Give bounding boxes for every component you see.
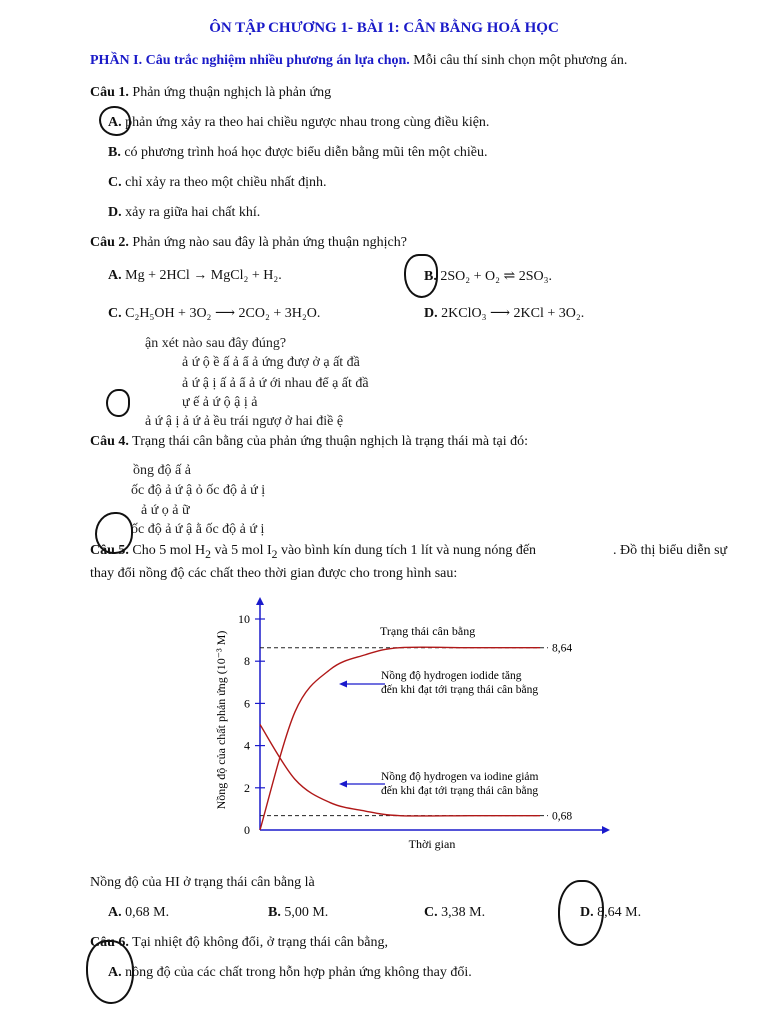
option-key: A. — [108, 115, 122, 130]
question-5-label: Câu 5. — [90, 543, 129, 558]
question-6-label: Câu 6. — [90, 935, 129, 950]
question-5-text: và 5 mol I — [210, 543, 272, 558]
y-tick-label: 6 — [244, 696, 250, 711]
option-key: A. — [108, 905, 122, 920]
q5-option-c[interactable] — [424, 905, 485, 921]
q1-option-c[interactable] — [108, 175, 327, 191]
section-instruction: Mỗi câu thí sinh chọn một phương án. — [409, 53, 628, 68]
annotation-line: Nồng độ hydrogen va iodine giảm — [381, 771, 539, 783]
concentration-chart — [200, 585, 620, 860]
answer-circle-mark — [558, 880, 604, 946]
option-key: B. — [108, 145, 121, 160]
option-key: D. — [580, 905, 594, 920]
q6-option-a[interactable] — [108, 965, 472, 981]
option-key: D. — [424, 306, 438, 321]
q5-option-a[interactable] — [108, 905, 169, 921]
q3-fragment: ả ứ ộ ề ấ ả ẩ ả ứng đượ ở ạ ất đầ — [182, 355, 360, 370]
y-tick-label: 0 — [244, 823, 250, 837]
q3-fragment: ả ứ ậ ị ấ ả ẩ ả ứ ới nhau để ạ ất đầ — [182, 376, 369, 391]
option-key: C. — [424, 905, 438, 920]
q5-option-b[interactable] — [268, 905, 328, 921]
q3-fragment: ận xét nào sau đây đúng? — [145, 336, 287, 351]
q1-option-b[interactable] — [108, 145, 488, 161]
option-text: 2KClO₃ ⟶ 2KCl + 3O₂. — [437, 306, 585, 321]
subscript: 2 — [271, 547, 278, 561]
option-text: Mg + 2HCl → MgCl₂ + H₂. — [121, 268, 282, 283]
question-5-text: vào bình kín dung tích 1 lít và nung nóng đến — [277, 543, 537, 558]
option-text: 3,38 M. — [437, 905, 486, 920]
q1-option-a[interactable] — [108, 115, 489, 131]
section-label: PHẦN I. Câu trắc nghiệm nhiều phương án lựa chọn. — [90, 53, 410, 68]
y-tick-label: 8 — [244, 654, 250, 669]
y-tick-label: 10 — [238, 612, 250, 626]
q4-fragment: ả ứ ọ ả ữ — [141, 503, 190, 518]
question-5-line-2: thay đổi nồng độ các chất theo thời gian được cho trong hình sau: — [90, 566, 458, 581]
q2-option-c[interactable] — [108, 305, 320, 322]
option-key: B. — [424, 269, 437, 284]
q1-option-d[interactable] — [108, 205, 260, 221]
question-4-label: Câu 4. — [90, 434, 129, 449]
question-1 — [90, 85, 331, 101]
reference-line-label: 8,64 — [552, 642, 573, 655]
question-1-text: Phản ứng thuận nghịch là phản ứng — [128, 85, 332, 100]
question-5 — [90, 543, 536, 561]
q4-fragment: ốc độ ả ứ ậ ỏ ốc độ ả ứ ị — [131, 483, 266, 498]
q3-fragment: ự ế ả ứ ộ ậ ị ả — [182, 395, 258, 410]
q4-fragment: ồng độ ấ ả — [133, 463, 191, 478]
chart-y-axis-arrow — [256, 597, 264, 605]
y-tick-label: 2 — [244, 780, 250, 795]
option-text: có phương trình hoá học được biểu diễn bằng mũi tên một chiều. — [120, 145, 488, 160]
question-5-text: Cho 5 mol H — [128, 543, 206, 558]
annotation-line: Nồng độ hydrogen iodide tăng — [381, 670, 522, 682]
q2-option-d[interactable] — [424, 305, 584, 322]
answer-circle-mark — [106, 389, 130, 417]
option-text: xảy ra giữa hai chất khí. — [121, 205, 261, 220]
option-key: B. — [268, 905, 281, 920]
option-text: 5,00 M. — [280, 905, 329, 920]
option-text: 0,68 M. — [121, 905, 170, 920]
y-tick-label: 4 — [244, 738, 250, 753]
q3-fragment: ả ứ ậ ị ả ứ ả ều trái ngượ ở hai điề ệ — [145, 414, 344, 429]
question-2 — [90, 235, 407, 251]
option-text: 2SO₂ + O₂ ⇌ 2SO₃. — [436, 269, 553, 284]
question-2-label: Câu 2. — [90, 235, 129, 250]
chart-yticks — [238, 612, 265, 837]
question-6 — [90, 935, 388, 951]
question-4 — [90, 434, 528, 450]
annotation-line: đến khi đạt tới trạng thái cân bằng — [381, 684, 539, 696]
arrow-head — [339, 681, 347, 688]
question-2-text: Phản ứng nào sau đây là phản ứng thuận nghịch? — [128, 235, 407, 250]
subscript: 2 — [205, 547, 211, 561]
q4-fragment: ốc độ ả ứ ậ ằ ốc độ ả ứ ị — [131, 522, 265, 537]
annotation-line: đến khi đạt tới trạng thái cân bằng — [381, 785, 539, 797]
q2-option-a[interactable] — [108, 268, 282, 284]
chart-equilibrium-label: Trạng thái cân bằng — [380, 624, 476, 638]
question-6-text: Tại nhiệt độ không đổi, ở trạng thái cân bằng, — [128, 935, 388, 950]
q2-option-b[interactable] — [424, 268, 552, 285]
option-text: 8,64 M. — [593, 905, 642, 920]
option-key: A. — [108, 268, 122, 283]
option-key: C. — [108, 175, 122, 190]
chart-ylabel: Nồng độ của chất phản ứng (10⁻³ M) — [214, 630, 228, 810]
answer-circle-mark — [404, 254, 438, 298]
option-text: chỉ xảy ra theo một chiều nhất định. — [121, 175, 327, 190]
arrow-head — [339, 781, 347, 788]
page-title: ÔN TẬP CHƯƠNG 1- BÀI 1: CÂN BẰNG HOÁ HỌC — [209, 20, 559, 36]
option-text: phản ứng xảy ra theo hai chiều ngược nhau trong cùng điều kiện. — [121, 115, 490, 130]
option-text: C₂H₅OH + 3O₂ ⟶ 2CO₂ + 3H₂O. — [121, 306, 321, 321]
answer-circle-mark — [99, 106, 131, 136]
chart-x-axis-arrow — [602, 826, 610, 834]
section-heading — [90, 53, 627, 69]
answer-circle-mark — [86, 940, 134, 1004]
chart-xlabel: Thời gian — [408, 837, 456, 851]
option-key: C. — [108, 306, 122, 321]
question-1-label: Câu 1. — [90, 85, 129, 100]
option-key: A. — [108, 965, 122, 980]
question-5-prompt: Nồng độ của HI ở trạng thái cân bằng là — [90, 875, 315, 890]
annotation-hi — [339, 669, 538, 696]
question-5-text-end: . Đồ thị biểu diễn sự — [613, 543, 728, 558]
option-text: nồng độ của các chất trong hỗn hợp phản ứng không thay đổi. — [121, 965, 472, 980]
reference-line-label: 0,68 — [552, 810, 573, 823]
question-4-text: Trạng thái cân bằng của phản ứng thuận nghịch là trạng thái mà tại đó: — [128, 434, 529, 449]
option-key: D. — [108, 205, 122, 220]
annotation-h2-i2 — [339, 770, 539, 797]
